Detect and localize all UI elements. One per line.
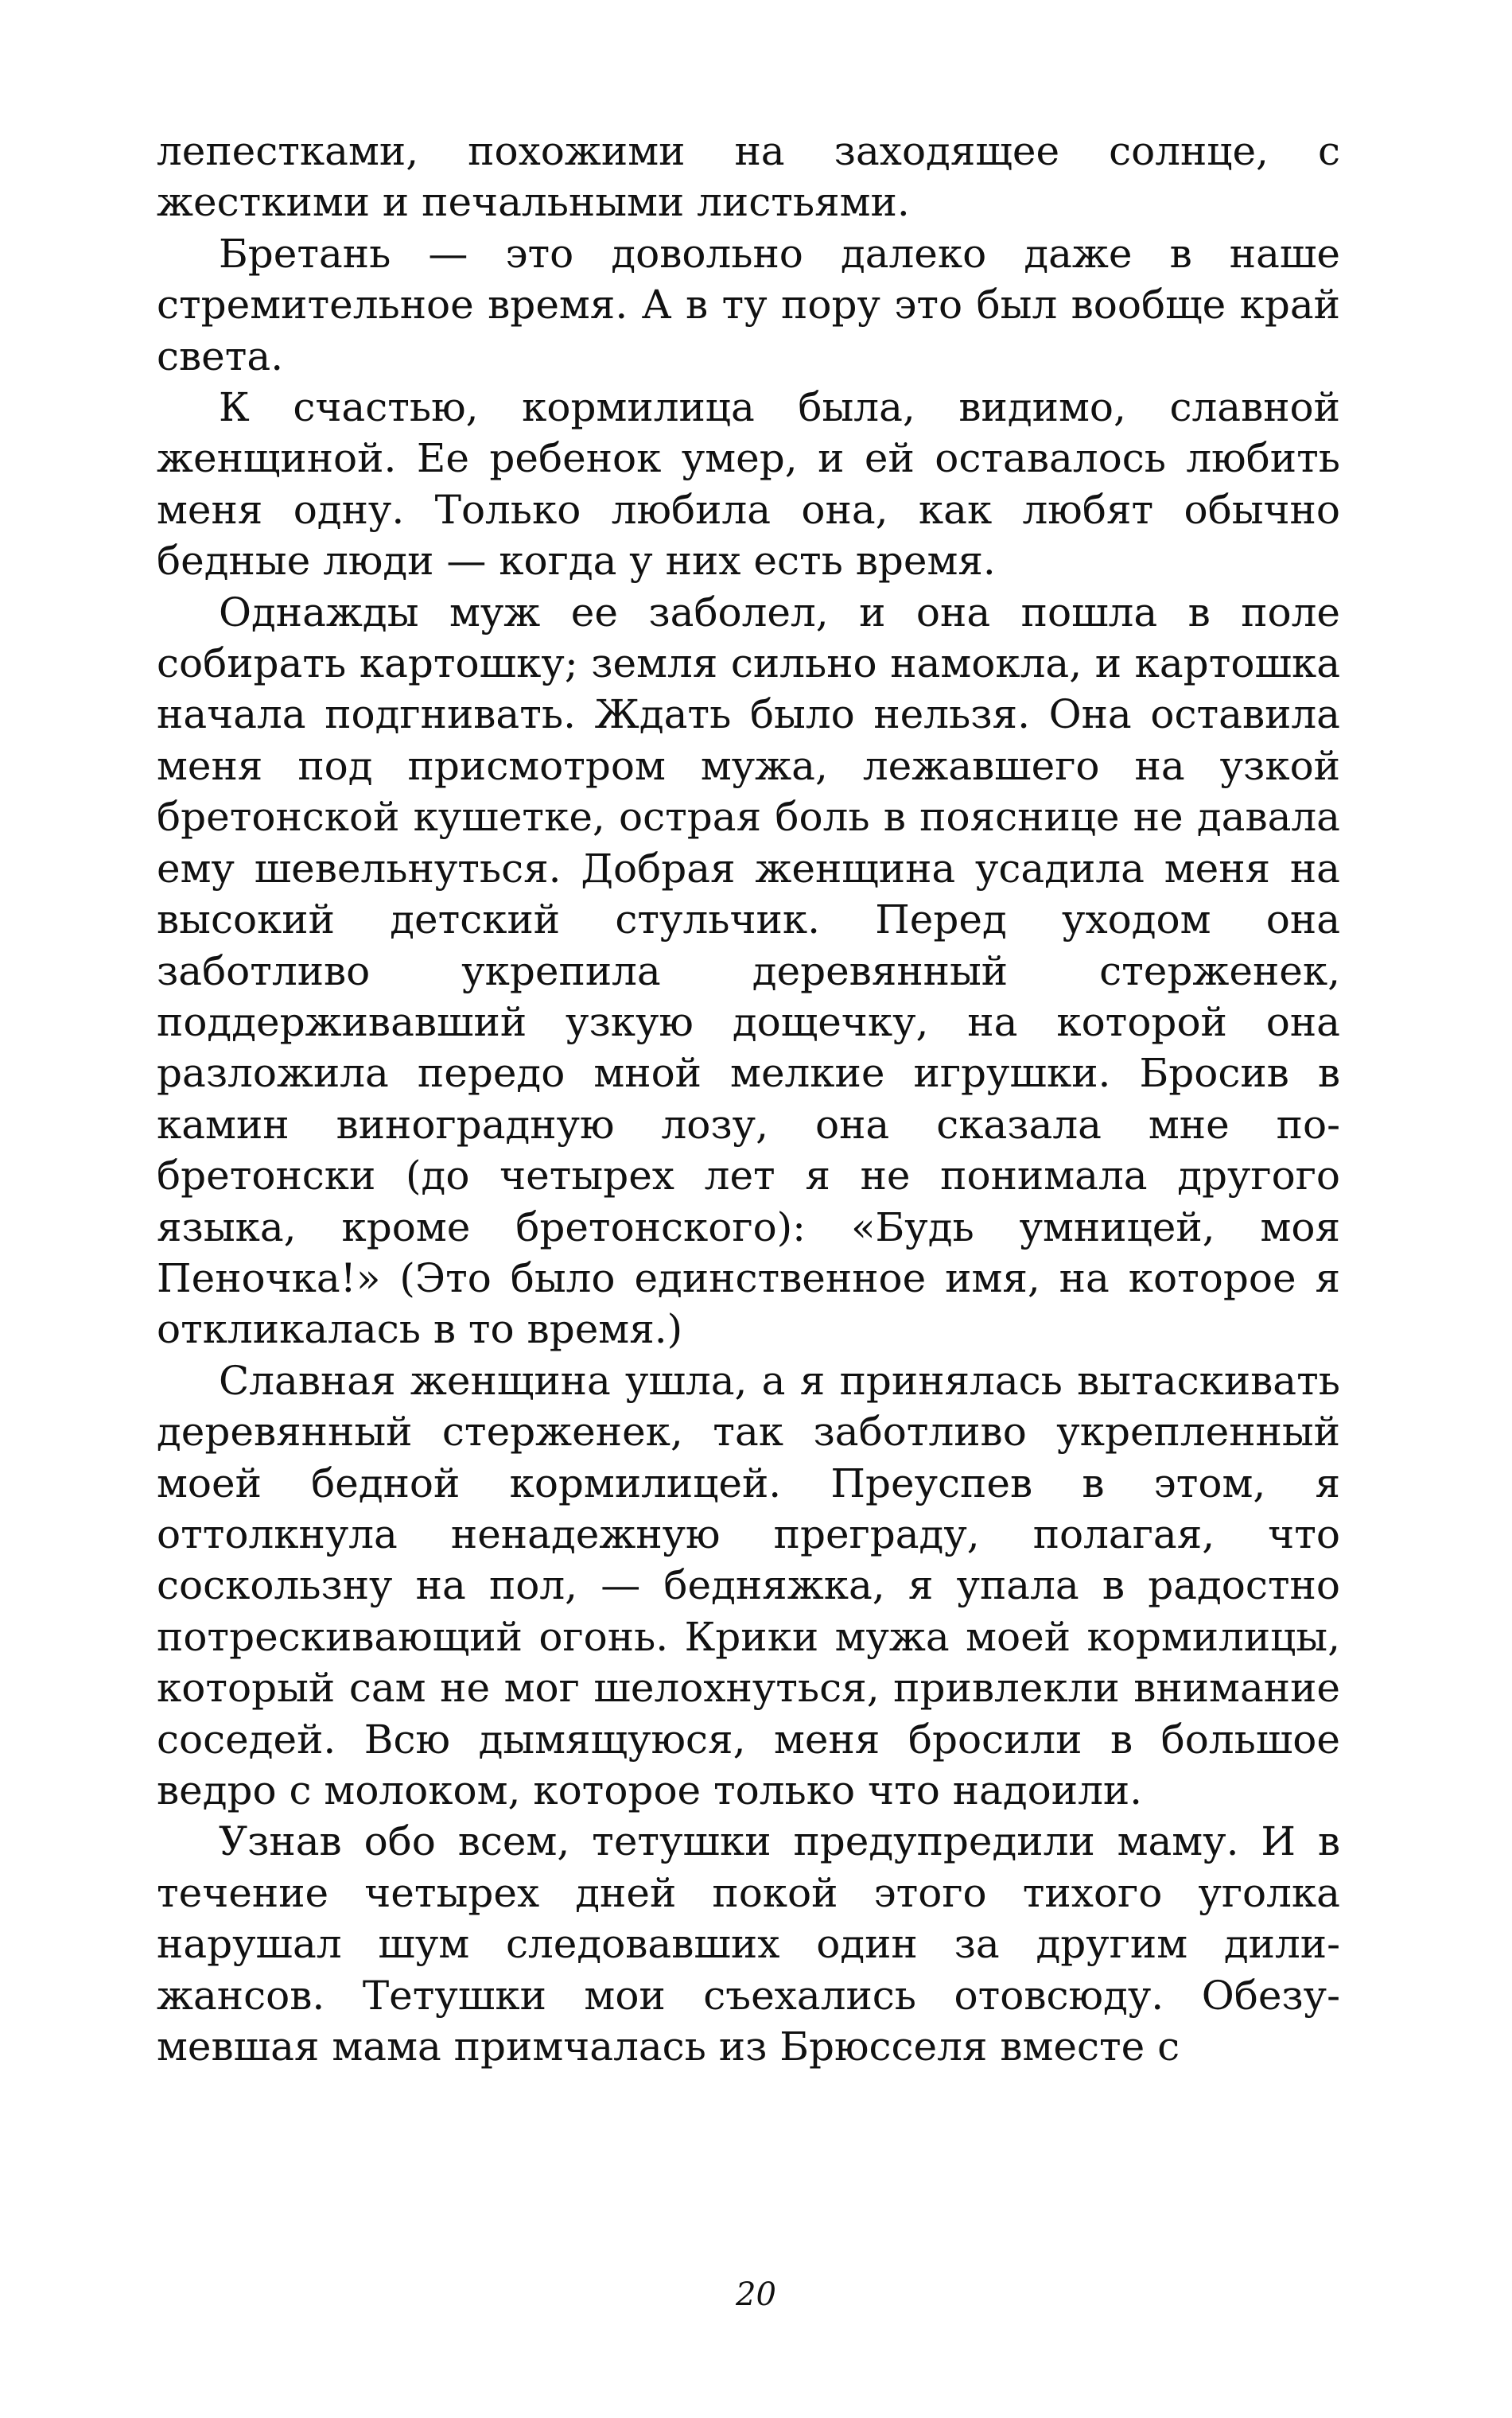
paragraph-continuation: лепестками, похожими на заходящее солнце, с жесткими и печальными листьями. (157, 128, 1340, 226)
paragraph: Узнав обо всем, тетушки предупредили маму. И в течение четырех дней покой этого тихого уголка нарушал шум следовавших один за другим дилижансов. Тетушки мои съехались отовсюду. Обезумевшая мама примчалась из Брюсселя вместе с (157, 1818, 1340, 2070)
paragraph: К счастью, кормилица была, видимо, славной женщиной. Ее ребенок умер, и ей оставалось любить меня одну. Только любила она, как любят обычно бедные люди — когда у них есть время. (157, 384, 1340, 585)
paragraph: Однажды муж ее заболел, и она пошла в поле собирать картошку; земля сильно намокла, и картошка начала подгнивать. Ждать было нельзя. Она оставила меня под присмотром мужа, лежавшего на узкой бретонской кушетке, острая боль в пояснице не давала ему шевельнуться. Добрая женщина усадила меня на высокий детский стульчик. Перед уходом она заботливо укрепила деревянный стерженек, поддерживавший узкую дощечку, на которой она разложила передо мной мелкие игрушки. Бросив в камин виноградную лозу, она сказала мне по-бретонски (до четырех лет я не понимала другого языка, кроме бретонского): «Будь умницей, моя Пеночка!» (Это было единственное имя, на которое я откликалась в то время.) (157, 589, 1340, 1353)
paragraph: Бретань — это довольно далеко даже в наше стремительное время. А в ту пору это был вообще край света. (157, 230, 1340, 379)
page-number: 20 (736, 2276, 776, 2313)
body-text (157, 126, 1340, 2072)
paragraph: Славная женщина ушла, а я принялась вытаскивать деревянный стерженек, так заботливо укрепленный моей бедной кормилицей. Преуспев в этом, я оттолкнула ненадежную преграду, полагая, что соскользну на пол, — бедняжка, я упала в радостно потрескивающий огонь. Крики мужа моей кормилицы, который сам не мог шелохнуться, привлекли внимание соседей. Всю дымящуюся, меня бросили в большое ведро с молоком, которое только что надоили. (157, 1357, 1340, 1814)
